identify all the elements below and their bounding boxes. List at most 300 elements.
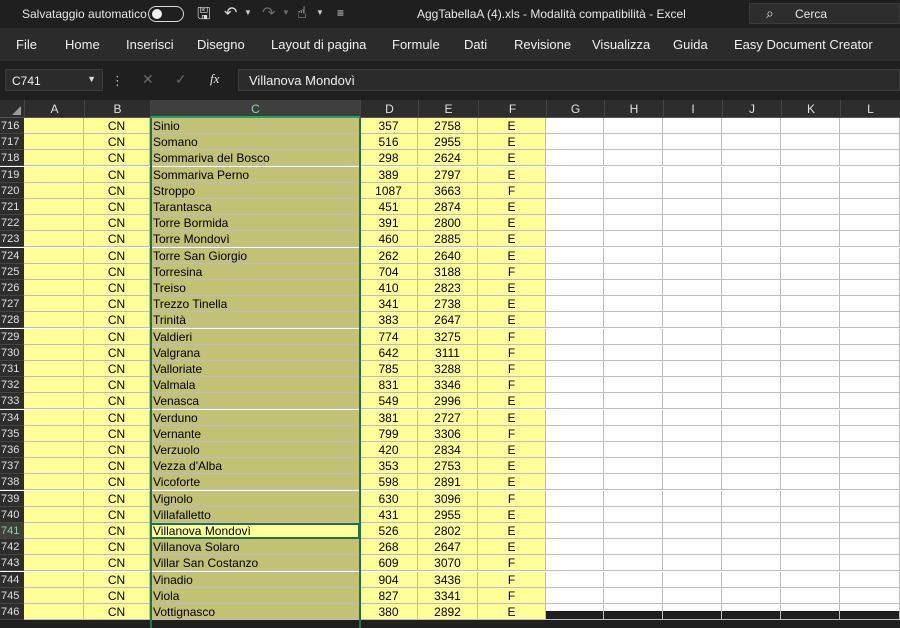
cell-b727[interactable]: CN — [84, 296, 150, 312]
cell-j739[interactable] — [722, 491, 781, 507]
cell-d730[interactable]: 642 — [360, 345, 418, 361]
row-header[interactable]: 740 — [0, 507, 24, 523]
cell-c724[interactable]: Torre San Giorgio — [150, 248, 360, 264]
cell-a739[interactable] — [24, 491, 84, 507]
autosave-toggle[interactable] — [148, 6, 184, 22]
cell-g742[interactable] — [546, 539, 604, 555]
cell-f732[interactable]: F — [478, 377, 546, 393]
cell-f743[interactable]: F — [478, 555, 546, 571]
cell-g737[interactable] — [546, 458, 604, 474]
cell-d717[interactable]: 516 — [360, 134, 418, 150]
cell-g743[interactable] — [546, 555, 604, 571]
cell-i722[interactable] — [663, 215, 722, 231]
cell-h735[interactable] — [604, 426, 663, 442]
cell-e726[interactable]: 2823 — [418, 280, 478, 296]
cell-d726[interactable]: 410 — [360, 280, 418, 296]
cell-f746[interactable]: E — [478, 604, 546, 620]
cell-e736[interactable]: 2834 — [418, 442, 478, 458]
cell-c744[interactable]: Vinadio — [150, 572, 360, 588]
cell-i744[interactable] — [663, 572, 722, 588]
cell-i724[interactable] — [663, 248, 722, 264]
cell-f742[interactable]: E — [478, 539, 546, 555]
row-header[interactable]: 720 — [0, 183, 24, 199]
cell-b733[interactable]: CN — [84, 393, 150, 409]
cell-k719[interactable] — [781, 167, 840, 183]
cell-a725[interactable] — [24, 264, 84, 280]
cell-l722[interactable] — [840, 215, 900, 231]
cell-k728[interactable] — [781, 312, 840, 328]
cell-k731[interactable] — [781, 361, 840, 377]
tab-formulas[interactable]: Formule — [392, 37, 440, 52]
cell-b726[interactable]: CN — [84, 280, 150, 296]
cell-a734[interactable] — [24, 410, 84, 426]
cell-h737[interactable] — [604, 458, 663, 474]
cell-l730[interactable] — [840, 345, 900, 361]
cell-l742[interactable] — [840, 539, 900, 555]
cell-d746[interactable]: 380 — [360, 604, 418, 620]
cell-i719[interactable] — [663, 167, 722, 183]
cell-g746[interactable] — [546, 604, 604, 620]
cell-d741[interactable]: 526 — [360, 523, 418, 539]
cell-d728[interactable]: 383 — [360, 312, 418, 328]
row-header[interactable]: 729 — [0, 329, 24, 345]
row-header[interactable]: 738 — [0, 474, 24, 490]
cell-c746[interactable]: Vottignasco — [150, 604, 360, 620]
cell-g731[interactable] — [546, 361, 604, 377]
cell-l743[interactable] — [840, 555, 900, 571]
cell-k729[interactable] — [781, 329, 840, 345]
cell-f729[interactable]: F — [478, 329, 546, 345]
cell-e737[interactable]: 2753 — [418, 458, 478, 474]
row-header[interactable]: 727 — [0, 296, 24, 312]
row-header[interactable]: 721 — [0, 199, 24, 215]
cell-g733[interactable] — [546, 393, 604, 409]
row-header[interactable]: 746 — [0, 604, 24, 620]
cell-l738[interactable] — [840, 474, 900, 490]
cell-f741[interactable]: E — [478, 523, 546, 539]
cell-b718[interactable]: CN — [84, 150, 150, 166]
cell-l720[interactable] — [840, 183, 900, 199]
cell-l739[interactable] — [840, 491, 900, 507]
cell-c735[interactable]: Vernante — [150, 426, 360, 442]
cell-b744[interactable]: CN — [84, 572, 150, 588]
cell-j726[interactable] — [722, 280, 781, 296]
cell-f722[interactable]: E — [478, 215, 546, 231]
cell-a722[interactable] — [24, 215, 84, 231]
cell-a718[interactable] — [24, 150, 84, 166]
touch-mode-icon[interactable]: ☝ — [297, 5, 307, 22]
cell-e722[interactable]: 2800 — [418, 215, 478, 231]
cell-i723[interactable] — [663, 231, 722, 247]
cell-h717[interactable] — [604, 134, 663, 150]
cell-j719[interactable] — [722, 167, 781, 183]
cell-f731[interactable]: F — [478, 361, 546, 377]
cell-f716[interactable]: E — [478, 118, 546, 134]
tab-help[interactable]: Guida — [673, 37, 708, 52]
row-header[interactable]: 717 — [0, 134, 24, 150]
row-header[interactable]: 742 — [0, 539, 24, 555]
cell-h745[interactable] — [604, 588, 663, 604]
cell-h741[interactable] — [604, 523, 663, 539]
cell-b732[interactable]: CN — [84, 377, 150, 393]
cell-i738[interactable] — [663, 474, 722, 490]
cancel-icon[interactable]: ✕ — [142, 71, 154, 87]
cell-a736[interactable] — [24, 442, 84, 458]
cell-l733[interactable] — [840, 393, 900, 409]
cell-f726[interactable]: E — [478, 280, 546, 296]
enter-icon[interactable]: ✓ — [175, 71, 187, 87]
row-header[interactable]: 719 — [0, 167, 24, 183]
cell-k716[interactable] — [781, 118, 840, 134]
tab-review[interactable]: Revisione — [514, 37, 572, 52]
cell-h733[interactable] — [604, 393, 663, 409]
cell-l723[interactable] — [840, 231, 900, 247]
cell-j729[interactable] — [722, 329, 781, 345]
cell-e727[interactable]: 2738 — [418, 296, 478, 312]
cell-l745[interactable] — [840, 588, 900, 604]
cell-b740[interactable]: CN — [84, 507, 150, 523]
column-header-e[interactable]: E — [418, 100, 478, 118]
cell-e716[interactable]: 2758 — [418, 118, 478, 134]
cell-h736[interactable] — [604, 442, 663, 458]
cell-g719[interactable] — [546, 167, 604, 183]
cell-h727[interactable] — [604, 296, 663, 312]
cell-i733[interactable] — [663, 393, 722, 409]
cell-g739[interactable] — [546, 491, 604, 507]
cell-d718[interactable]: 298 — [360, 150, 418, 166]
cell-a738[interactable] — [24, 474, 84, 490]
cell-a746[interactable] — [24, 604, 84, 620]
cell-j735[interactable] — [722, 426, 781, 442]
cell-k730[interactable] — [781, 345, 840, 361]
cell-j732[interactable] — [722, 377, 781, 393]
cell-c731[interactable]: Valloriate — [150, 361, 360, 377]
cell-d729[interactable]: 774 — [360, 329, 418, 345]
cell-l721[interactable] — [840, 199, 900, 215]
cell-j722[interactable] — [722, 215, 781, 231]
cell-l737[interactable] — [840, 458, 900, 474]
cell-a741[interactable] — [24, 523, 84, 539]
cell-l728[interactable] — [840, 312, 900, 328]
cell-h725[interactable] — [604, 264, 663, 280]
cell-f717[interactable]: E — [478, 134, 546, 150]
save-icon[interactable]: 🖫 — [197, 6, 211, 23]
formula-input[interactable] — [238, 69, 900, 91]
cell-h732[interactable] — [604, 377, 663, 393]
cell-b746[interactable]: CN — [84, 604, 150, 620]
cell-h742[interactable] — [604, 539, 663, 555]
cell-l735[interactable] — [840, 426, 900, 442]
cell-i746[interactable] — [663, 604, 722, 620]
cell-a735[interactable] — [24, 426, 84, 442]
undo-dropdown-icon[interactable]: ▼ — [244, 8, 252, 17]
cell-c723[interactable]: Torre Mondovì — [150, 231, 360, 247]
cell-e720[interactable]: 3663 — [418, 183, 478, 199]
cell-c726[interactable]: Treiso — [150, 280, 360, 296]
cell-c716[interactable]: Sinio — [150, 118, 360, 134]
cell-j734[interactable] — [722, 410, 781, 426]
cell-g732[interactable] — [546, 377, 604, 393]
cell-k742[interactable] — [781, 539, 840, 555]
cell-g738[interactable] — [546, 474, 604, 490]
cell-h729[interactable] — [604, 329, 663, 345]
cell-k736[interactable] — [781, 442, 840, 458]
cell-d737[interactable]: 353 — [360, 458, 418, 474]
cell-b743[interactable]: CN — [84, 555, 150, 571]
cell-g734[interactable] — [546, 410, 604, 426]
cell-c742[interactable]: Villanova Solaro — [150, 539, 360, 555]
row-header[interactable]: 728 — [0, 312, 24, 328]
cell-a727[interactable] — [24, 296, 84, 312]
cell-i728[interactable] — [663, 312, 722, 328]
cell-j746[interactable] — [722, 604, 781, 620]
cell-d725[interactable]: 704 — [360, 264, 418, 280]
cell-k717[interactable] — [781, 134, 840, 150]
cell-a737[interactable] — [24, 458, 84, 474]
cell-j740[interactable] — [722, 507, 781, 523]
cell-g728[interactable] — [546, 312, 604, 328]
cell-l719[interactable] — [840, 167, 900, 183]
insert-function-icon[interactable]: fx — [210, 71, 220, 86]
cell-b731[interactable]: CN — [84, 361, 150, 377]
cell-l736[interactable] — [840, 442, 900, 458]
cell-j741[interactable] — [722, 523, 781, 539]
cell-j721[interactable] — [722, 199, 781, 215]
redo-icon[interactable]: ↷ — [262, 5, 276, 22]
cell-c740[interactable]: Villafalletto — [150, 507, 360, 523]
cell-g740[interactable] — [546, 507, 604, 523]
cell-g741[interactable] — [546, 523, 604, 539]
cell-f735[interactable]: F — [478, 426, 546, 442]
cell-b716[interactable]: CN — [84, 118, 150, 134]
cell-b742[interactable]: CN — [84, 539, 150, 555]
cell-f719[interactable]: E — [478, 167, 546, 183]
cell-d721[interactable]: 451 — [360, 199, 418, 215]
cell-k738[interactable] — [781, 474, 840, 490]
cell-j737[interactable] — [722, 458, 781, 474]
cell-d745[interactable]: 827 — [360, 588, 418, 604]
cell-a740[interactable] — [24, 507, 84, 523]
cell-b720[interactable]: CN — [84, 183, 150, 199]
cell-j742[interactable] — [722, 539, 781, 555]
row-header[interactable]: 723 — [0, 231, 24, 247]
cell-d719[interactable]: 389 — [360, 167, 418, 183]
cell-l732[interactable] — [840, 377, 900, 393]
cell-f727[interactable]: E — [478, 296, 546, 312]
column-header-c[interactable]: C — [150, 100, 360, 118]
cell-g720[interactable] — [546, 183, 604, 199]
cell-b730[interactable]: CN — [84, 345, 150, 361]
cell-l741[interactable] — [840, 523, 900, 539]
cell-d744[interactable]: 904 — [360, 572, 418, 588]
cell-c729[interactable]: Valdieri — [150, 329, 360, 345]
cell-c727[interactable]: Trezzo Tinella — [150, 296, 360, 312]
cell-l746[interactable] — [840, 604, 900, 620]
cell-i734[interactable] — [663, 410, 722, 426]
cell-b721[interactable]: CN — [84, 199, 150, 215]
cell-a731[interactable] — [24, 361, 84, 377]
cell-j724[interactable] — [722, 248, 781, 264]
cell-a719[interactable] — [24, 167, 84, 183]
cell-j733[interactable] — [722, 393, 781, 409]
cell-k732[interactable] — [781, 377, 840, 393]
cell-d734[interactable]: 381 — [360, 410, 418, 426]
cell-d722[interactable]: 391 — [360, 215, 418, 231]
cell-e738[interactable]: 2891 — [418, 474, 478, 490]
cell-h720[interactable] — [604, 183, 663, 199]
undo-icon[interactable]: ↶ — [224, 5, 238, 22]
cell-h718[interactable] — [604, 150, 663, 166]
cell-k740[interactable] — [781, 507, 840, 523]
cell-c737[interactable]: Vezza d'Alba — [150, 458, 360, 474]
cell-i745[interactable] — [663, 588, 722, 604]
row-header[interactable]: 736 — [0, 442, 24, 458]
cell-k746[interactable] — [781, 604, 840, 620]
row-header[interactable]: 730 — [0, 345, 24, 361]
cell-g744[interactable] — [546, 572, 604, 588]
column-header-k[interactable]: K — [781, 100, 840, 118]
cell-i741[interactable] — [663, 523, 722, 539]
cell-j720[interactable] — [722, 183, 781, 199]
cell-c722[interactable]: Torre Bormida — [150, 215, 360, 231]
cell-k718[interactable] — [781, 150, 840, 166]
cell-e745[interactable]: 3341 — [418, 588, 478, 604]
cell-i731[interactable] — [663, 361, 722, 377]
cell-k739[interactable] — [781, 491, 840, 507]
cell-g723[interactable] — [546, 231, 604, 247]
cell-i735[interactable] — [663, 426, 722, 442]
cell-j725[interactable] — [722, 264, 781, 280]
cell-h721[interactable] — [604, 199, 663, 215]
cell-k726[interactable] — [781, 280, 840, 296]
cell-e733[interactable]: 2996 — [418, 393, 478, 409]
cell-a742[interactable] — [24, 539, 84, 555]
cell-f724[interactable]: E — [478, 248, 546, 264]
cell-b723[interactable]: CN — [84, 231, 150, 247]
search-box[interactable] — [749, 3, 900, 24]
cell-k745[interactable] — [781, 588, 840, 604]
cell-f733[interactable]: E — [478, 393, 546, 409]
cell-k733[interactable] — [781, 393, 840, 409]
cell-h726[interactable] — [604, 280, 663, 296]
customize-toolbar-icon[interactable]: ≡ — [337, 6, 345, 20]
column-header-l[interactable]: L — [840, 100, 900, 118]
row-header[interactable]: 744 — [0, 572, 24, 588]
row-header[interactable]: 724 — [0, 248, 24, 264]
cell-f744[interactable]: F — [478, 572, 546, 588]
cell-e721[interactable]: 2874 — [418, 199, 478, 215]
tab-easy-document-creator[interactable]: Easy Document Creator — [734, 37, 873, 52]
cell-g716[interactable] — [546, 118, 604, 134]
cell-e746[interactable]: 2892 — [418, 604, 478, 620]
cell-k737[interactable] — [781, 458, 840, 474]
cell-e735[interactable]: 3306 — [418, 426, 478, 442]
redo-dropdown-icon[interactable]: ▼ — [282, 8, 290, 17]
cell-e734[interactable]: 2727 — [418, 410, 478, 426]
cell-b729[interactable]: CN — [84, 329, 150, 345]
cell-g727[interactable] — [546, 296, 604, 312]
cell-b724[interactable]: CN — [84, 248, 150, 264]
cell-a732[interactable] — [24, 377, 84, 393]
cell-d727[interactable]: 341 — [360, 296, 418, 312]
cell-i716[interactable] — [663, 118, 722, 134]
cell-i736[interactable] — [663, 442, 722, 458]
cell-c725[interactable]: Torresina — [150, 264, 360, 280]
cell-b737[interactable]: CN — [84, 458, 150, 474]
cell-b745[interactable]: CN — [84, 588, 150, 604]
cell-a728[interactable] — [24, 312, 84, 328]
cell-k727[interactable] — [781, 296, 840, 312]
cell-i725[interactable] — [663, 264, 722, 280]
cell-c717[interactable]: Somano — [150, 134, 360, 150]
cell-b738[interactable]: CN — [84, 474, 150, 490]
cell-b719[interactable]: CN — [84, 167, 150, 183]
column-header-f[interactable]: F — [478, 100, 546, 118]
cell-h728[interactable] — [604, 312, 663, 328]
cell-f730[interactable]: F — [478, 345, 546, 361]
row-header[interactable]: 734 — [0, 410, 24, 426]
row-header[interactable]: 722 — [0, 215, 24, 231]
column-header-h[interactable]: H — [604, 100, 663, 118]
cell-e740[interactable]: 2955 — [418, 507, 478, 523]
cell-h724[interactable] — [604, 248, 663, 264]
row-header[interactable]: 739 — [0, 491, 24, 507]
cell-c739[interactable]: Vignolo — [150, 491, 360, 507]
cell-g726[interactable] — [546, 280, 604, 296]
cell-k725[interactable] — [781, 264, 840, 280]
cell-d743[interactable]: 609 — [360, 555, 418, 571]
cell-d724[interactable]: 262 — [360, 248, 418, 264]
cell-g721[interactable] — [546, 199, 604, 215]
cell-l729[interactable] — [840, 329, 900, 345]
row-header[interactable]: 741 — [0, 523, 24, 539]
cell-i720[interactable] — [663, 183, 722, 199]
cell-h730[interactable] — [604, 345, 663, 361]
cell-l727[interactable] — [840, 296, 900, 312]
cell-j716[interactable] — [722, 118, 781, 134]
cell-c736[interactable]: Verzuolo — [150, 442, 360, 458]
cell-a723[interactable] — [24, 231, 84, 247]
cell-c720[interactable]: Stroppo — [150, 183, 360, 199]
cell-c719[interactable]: Sommariva Perno — [150, 167, 360, 183]
row-header[interactable]: 718 — [0, 150, 24, 166]
cell-d736[interactable]: 420 — [360, 442, 418, 458]
column-header-j[interactable]: J — [722, 100, 781, 118]
row-header[interactable]: 737 — [0, 458, 24, 474]
cell-e718[interactable]: 2624 — [418, 150, 478, 166]
cell-f723[interactable]: E — [478, 231, 546, 247]
cell-i727[interactable] — [663, 296, 722, 312]
cell-k724[interactable] — [781, 248, 840, 264]
row-header[interactable]: 725 — [0, 264, 24, 280]
cell-e725[interactable]: 3188 — [418, 264, 478, 280]
cell-f740[interactable]: E — [478, 507, 546, 523]
cell-h734[interactable] — [604, 410, 663, 426]
cell-l724[interactable] — [840, 248, 900, 264]
cell-f738[interactable]: E — [478, 474, 546, 490]
cell-g730[interactable] — [546, 345, 604, 361]
cell-e724[interactable]: 2640 — [418, 248, 478, 264]
row-header[interactable]: 735 — [0, 426, 24, 442]
cell-a744[interactable] — [24, 572, 84, 588]
cell-f739[interactable]: F — [478, 491, 546, 507]
cell-e743[interactable]: 3070 — [418, 555, 478, 571]
cell-i718[interactable] — [663, 150, 722, 166]
select-all-button[interactable] — [0, 100, 24, 118]
cell-i739[interactable] — [663, 491, 722, 507]
cell-f737[interactable]: E — [478, 458, 546, 474]
cell-l718[interactable] — [840, 150, 900, 166]
